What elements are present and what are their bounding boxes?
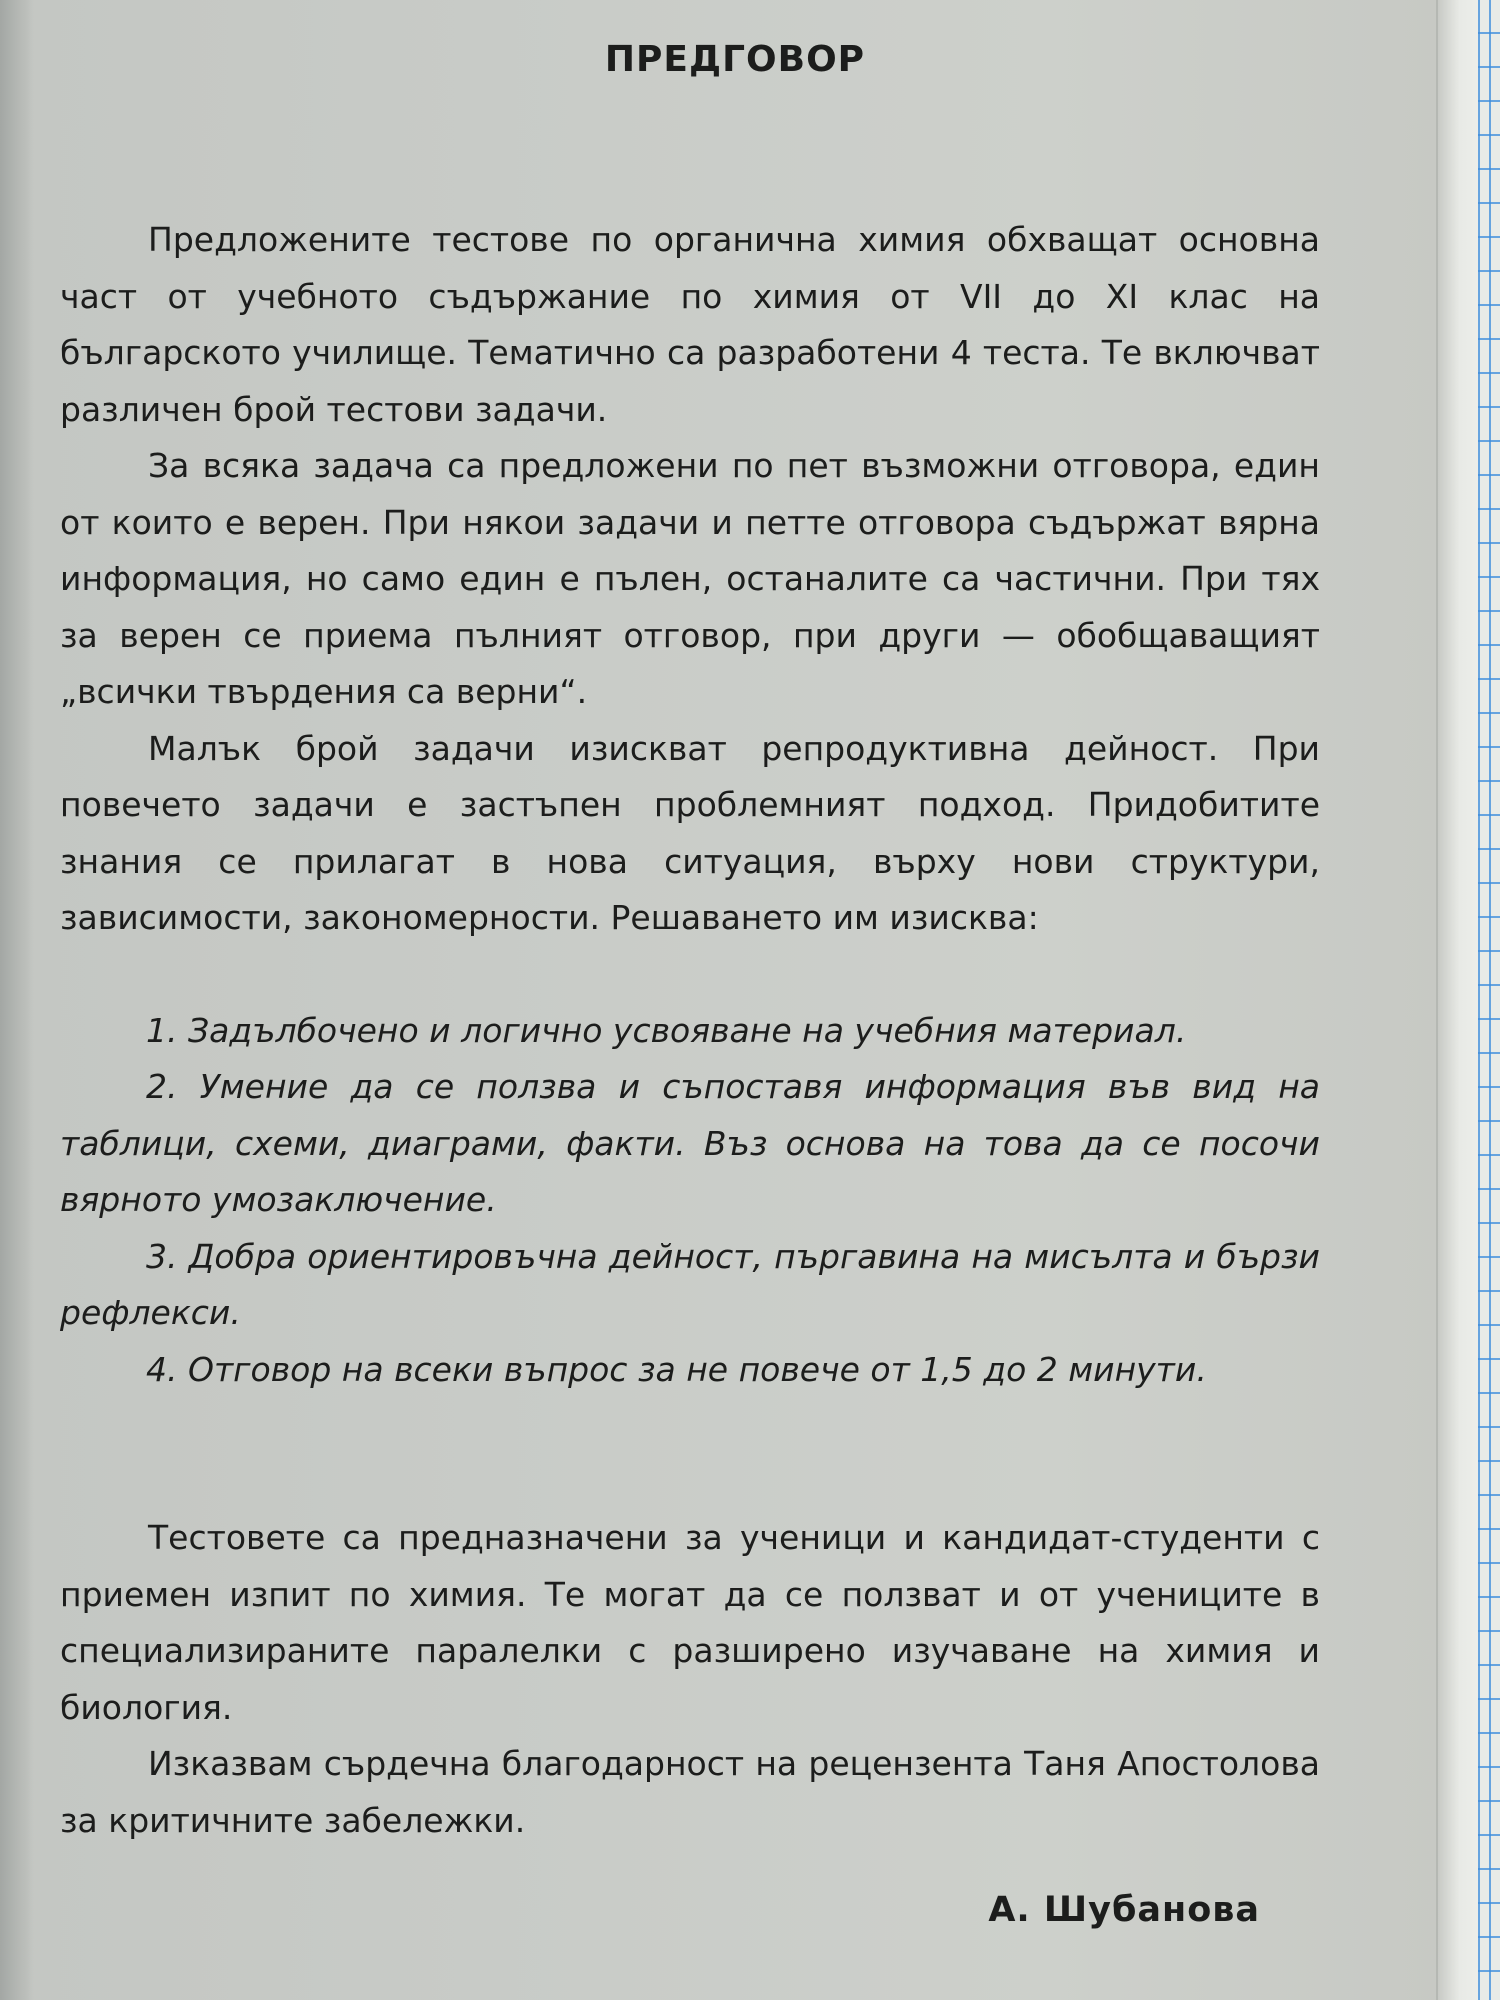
closing-paragraph: Изказвам сърдечна благодарност на рецензента Таня Апостолова за критичните забележки. (60, 1744, 1320, 1840)
preface-body (60, 212, 1320, 1849)
requirement-item: 3. Добра ориентировъчна дейност, пъргавина на мисълта и бързи рефлекси. (60, 1236, 1320, 1332)
grid-paper-strip (1478, 0, 1500, 2000)
author-signature: А. Шубанова (988, 1890, 1260, 1930)
closing-section (60, 1510, 1320, 1849)
intro-paragraph: Малък брой задачи изискват репродуктивна дейност. При повечето задачи е застъпен проблемният подход. Придобитите знания се прилагат в нова ситуация, върху нови структури, зависимости, закономерности. Решаването им изисква: (60, 728, 1320, 937)
requirement-item: 2. Умение да се ползва и съпоставя информация във вид на таблици, схеми, диаграми, факти. Въз основа на това да се посочи вярното умозаключение. (60, 1067, 1320, 1219)
binding-shadow (0, 0, 34, 2000)
preface-sheet (60, 30, 1320, 1970)
requirements-list (60, 1003, 1320, 1399)
page-title: ПРЕДГОВОР (604, 39, 866, 80)
requirement-item: 4. Отговор на всеки въпрос за не повече от 1,5 до 2 минути. (146, 1349, 1207, 1389)
intro-paragraph: Предложените тестове по органична химия обхващат основна част от учебното съдържание по химия от VII до XI клас на българското училище. Тематично са разработени 4 теста. Те включват различен брой тестови задачи. (60, 220, 1320, 429)
closing-paragraph: Тестовете са предназначени за ученици и кандидат-студенти с приемен изпит по химия. Те могат да се ползват и от учениците в специализираните паралелки с разширено изучаване на химия и биология. (60, 1518, 1320, 1727)
page-edge (1436, 0, 1500, 2000)
requirement-item: 1. Задълбочено и логично усвояване на учебния материал. (146, 1010, 1187, 1050)
intro-paragraph: За всяка задача са предложени по пет възможни отговора, един от които е верен. При някои задачи и петте отговора съдържат вярна информация, но само един е пълен, останалите са частични. При тях за верен се приема пълният отговор, при други — обобщаващият „всички твърдения са верни“. (60, 446, 1320, 711)
